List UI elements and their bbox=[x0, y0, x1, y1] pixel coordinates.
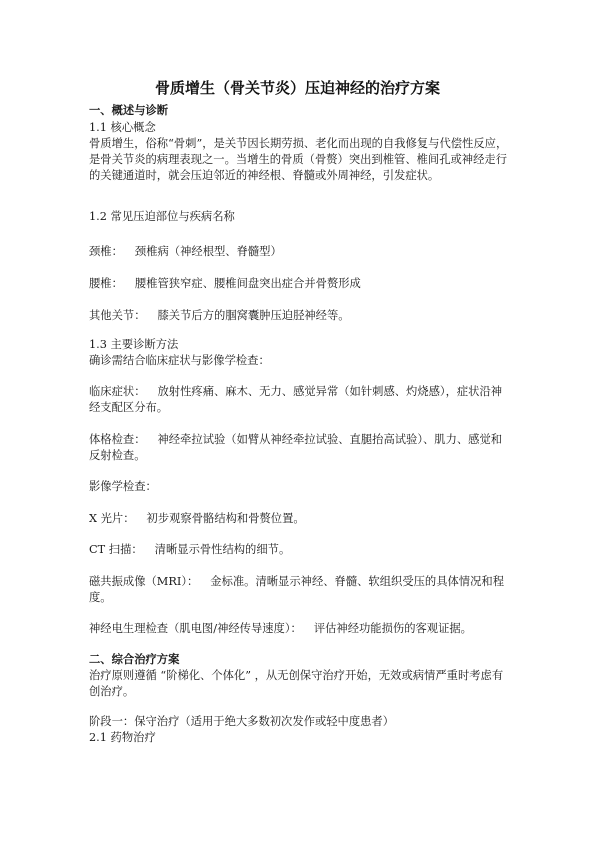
subsection-1-2-heading: 1.2 常见压迫部位与疾病名称 bbox=[89, 210, 235, 223]
document-title: 骨质增生（骨关节炎）压迫神经的治疗方案 bbox=[154, 79, 440, 97]
diagnosis-item-symptoms: 临床症状： 放射性疼痛、麻木、无力、感觉异常（如针刺感、灼烧感），症状沿神经支配区分布。 bbox=[89, 385, 503, 414]
stage-1-heading: 阶段一：保守治疗（适用于绝大多数初次发作或轻中度患者） bbox=[89, 715, 395, 728]
diagnosis-item-mri: 磁共振成像（MRI）： 金标准。清晰显示神经、脊髓、软组织受压的具体情况和程度。 bbox=[89, 575, 504, 604]
diagnosis-item-emg: 神经电生理检查（肌电图/神经传导速度）： 评估神经功能损伤的客观证据。 bbox=[89, 622, 472, 635]
subsection-1-1-heading: 1.1 核心概念 bbox=[89, 121, 156, 134]
diagnosis-item-imaging: 影像学检查： bbox=[89, 480, 157, 493]
diagnosis-item-xray: X 光片： 初步观察骨骼结构和骨赘位置。 bbox=[89, 512, 305, 525]
treatment-principle: 治疗原则遵循 “阶梯化、个体化” ，从无创保守治疗开始，无效或病情严重时考虑有创治疗。 bbox=[89, 669, 504, 698]
list-item-lumbar: 腰椎： 腰椎管狭窄症、腰椎间盘突出症合并骨赘形成 bbox=[89, 277, 361, 290]
section-2-heading: 二、综合治疗方案 bbox=[89, 653, 180, 666]
diagnosis-intro: 确诊需结合临床症状与影像学检查： bbox=[89, 354, 270, 367]
list-item-other-joints: 其他关节： 膝关节后方的腘窝囊肿压迫胫神经等。 bbox=[89, 309, 350, 322]
section-1-heading: 一、概述与诊断 bbox=[89, 104, 169, 117]
subsection-2-1-heading: 2.1 药物治疗 bbox=[89, 731, 156, 744]
diagnosis-item-ct: CT 扫描： 清晰显示骨性结构的细节。 bbox=[89, 543, 291, 556]
list-item-cervical: 颈椎： 颈椎病（神经根型、脊髓型） bbox=[89, 245, 282, 258]
core-concept-paragraph: 骨质增生，俗称“骨刺”，是关节因长期劳损、老化而出现的自我修复与代偿性反应，是骨关节炎的病理表现之一。当增生的骨质（骨赘）突出到椎管、椎间孔或神经走行的关键通道时，就会压迫邻近的神经根、脊髓或外周神经，引发症状。 bbox=[89, 137, 508, 182]
diagnosis-item-physical-exam: 体格检查： 神经牵拉试验（如臂从神经牵拉试验、直腿抬高试验）、肌力、感觉和反射检查。 bbox=[89, 433, 503, 462]
subsection-1-3-heading: 1.3 主要诊断方法 bbox=[89, 338, 179, 351]
